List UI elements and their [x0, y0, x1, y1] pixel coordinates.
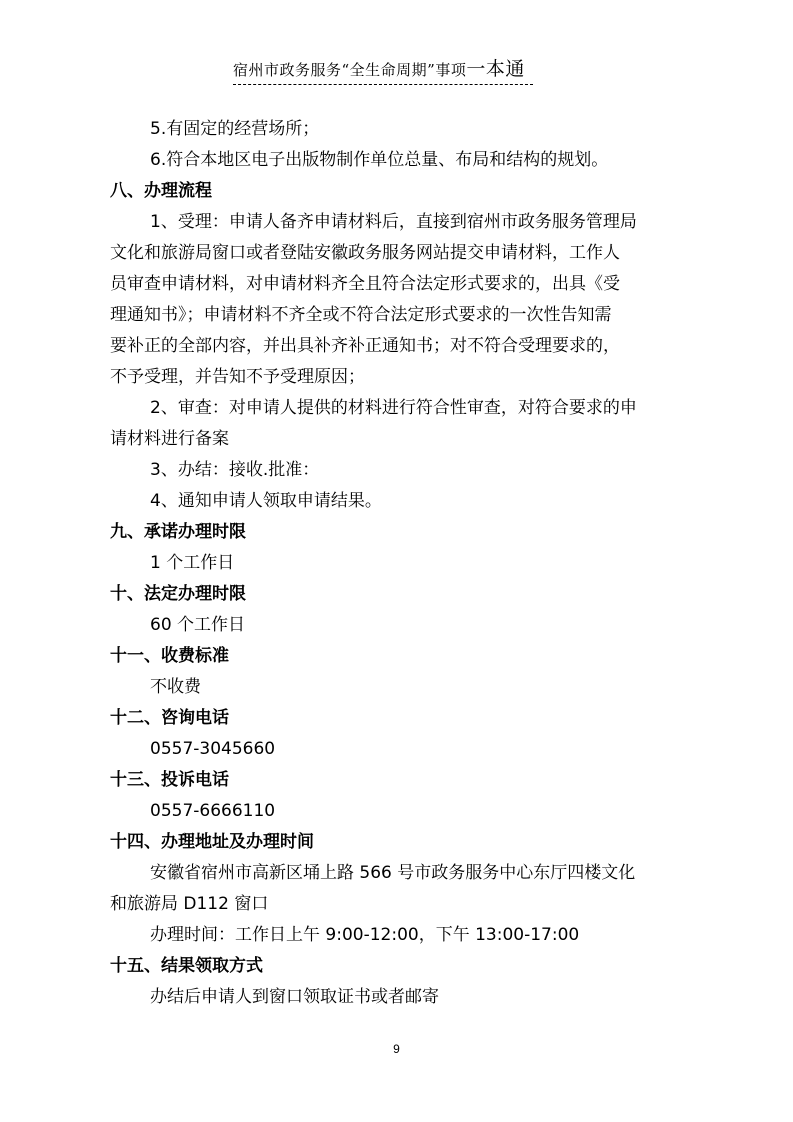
requirement-item: 5.有固定的经营场所；	[150, 119, 320, 139]
office-hours: 办理时间：工作日上午 9:00-12:00，下午 13:00-17:00	[150, 925, 580, 945]
section-heading-result-pickup: 十五、结果领取方式	[110, 956, 263, 976]
process-step-text: 请材料进行备案	[110, 429, 229, 449]
section-value: 60 个工作日	[150, 615, 246, 635]
section-heading-complaint-phone: 十三、投诉电话	[110, 770, 229, 790]
section-heading-legal-time: 十、法定办理时限	[110, 584, 246, 604]
section-value: 办结后申请人到窗口领取证书或者邮寄	[150, 987, 439, 1007]
section-value: 1 个工作日	[150, 553, 235, 573]
section-heading-consult-phone: 十二、咨询电话	[110, 708, 229, 728]
document-body	[110, 114, 690, 1013]
process-step-text: 1、受理：申请人备齐申请材料后，直接到宿州市政务服务管理局	[150, 212, 637, 232]
process-step-text: 要补正的全部内容，并出具补齐补正通知书；对不符合受理要求的，	[110, 336, 620, 356]
page-number: 9	[393, 1042, 400, 1056]
process-step-text: 2、审查：对申请人提供的材料进行符合性审查，对符合要求的申	[150, 398, 637, 418]
header-rule	[233, 84, 533, 85]
process-step-text: 员审查申请材料，对申请材料齐全且符合法定形式要求的，出具《受	[110, 274, 620, 294]
requirement-item: 6.符合本地区电子出版物制作单位总量、布局和结构的规划。	[150, 150, 609, 170]
section-heading-process: 八、办理流程	[110, 181, 212, 201]
process-step-text: 文化和旅游局窗口或者登陆安徽政务服务网站提交申请材料，工作人	[110, 243, 620, 263]
consult-phone-number: 0557-3045660	[150, 739, 276, 759]
running-header	[233, 58, 533, 81]
process-step-text: 不予受理，并告知不予受理原因；	[110, 367, 365, 387]
section-heading-promised-time: 九、承诺办理时限	[110, 522, 246, 542]
process-step-text: 理通知书》；申请材料不齐全或不符合法定形式要求的一次性告知需	[110, 305, 612, 325]
address-text: 安徽省宿州市高新区埇上路 566 号市政务服务中心东厅四楼文化	[150, 863, 636, 883]
header-title-tail: 一本通	[466, 58, 525, 80]
section-heading-fees: 十一、收费标准	[110, 646, 229, 666]
address-text: 和旅游局 D112 窗口	[110, 894, 269, 914]
section-heading-address: 十四、办理地址及办理时间	[110, 832, 314, 852]
section-value: 不收费	[150, 677, 201, 697]
process-step-text: 4、通知申请人领取申请结果。	[150, 491, 382, 511]
header-title: 宿州市政务服务“全生命周期”事项	[233, 61, 467, 79]
process-step-text: 3、办结：接收.批准：	[150, 460, 320, 480]
complaint-phone-number: 0557-6666110	[150, 801, 276, 821]
